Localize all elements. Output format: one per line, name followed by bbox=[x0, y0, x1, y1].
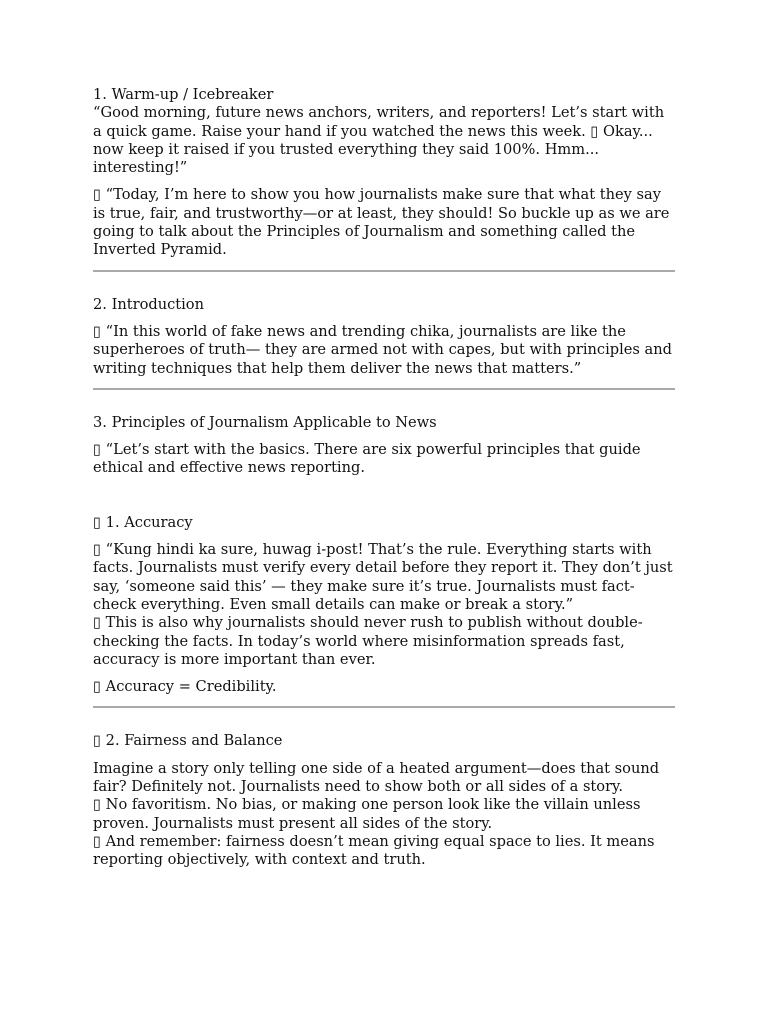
accuracy-paragraph-1: ▯ “Kung hindi ka sure, huwag i-post! That’s the rule. Everything starts with facts. Journalists must verify every detail before they report it. They don’t just say, ‘someone said this’ — they make sure it’s true. Journalists must fact-check everything. Even small details can make or break a story.” bbox=[93, 541, 673, 613]
accuracy-paragraph-2: ▯ This is also why journalists should never rush to publish without double-checking the facts. In today’s world where misinformation spreads fast, accuracy is more important than ever. bbox=[93, 614, 643, 668]
accuracy-paragraph-3: ▯ Accuracy = Credibility. bbox=[93, 678, 277, 696]
section-divider bbox=[93, 270, 675, 272]
section-heading-warmup: 1. Warm-up / Icebreaker bbox=[93, 86, 274, 103]
section-divider bbox=[93, 388, 675, 390]
fairness-paragraph-3: ▯ And remember: fairness doesn’t mean giving equal space to lies. It means reporting objectively, with context and truth. bbox=[93, 832, 655, 869]
introduction-paragraph-1: ▯ “In this world of fake news and trending chika, journalists are like the superheroes of truth— they are armed not with capes, but with principles and writing techniques that help them deliver the news that matters.” bbox=[93, 322, 672, 377]
fairness-paragraph-2: ▯ No favoritism. No bias, or making one person look like the villain unless proven. Journalists must present all sides of the story. bbox=[93, 796, 641, 832]
warmup-paragraph-2: ▯ “Today, I’m here to show you how journalists make sure that what they say is true, fair, and trustworthy—or at least, they should! So buckle up as we are going to talk about the Principles of Journalism and something called the Inverted Pyramid. bbox=[93, 186, 670, 259]
section-heading-introduction: 2. Introduction bbox=[93, 295, 204, 313]
section-divider bbox=[93, 706, 675, 708]
warmup-paragraph-1: “Good morning, future news anchors, writers, and reporters! Let’s start with a quick game. Raise your hand if you watched the news this week. ▯ Okay... now keep it raised if you trusted everything they said 100%. Hmm... interesting!” bbox=[93, 104, 665, 177]
principles-paragraph-1: ▯ “Let’s start with the basics. There are six powerful principles that guide ethical and effective news reporting. bbox=[93, 441, 641, 477]
subsection-heading-fairness: ▯ 2. Fairness and Balance bbox=[93, 732, 283, 750]
subsection-heading-accuracy: ▯ 1. Accuracy bbox=[93, 513, 193, 531]
section-heading-principles: 3. Principles of Journalism Applicable to News bbox=[93, 413, 437, 431]
document-page bbox=[93, 86, 677, 870]
fairness-paragraph-1: Imagine a story only telling one side of a heated argument—does that sound fair? Definitely not. Journalists need to show both or all sides of a story. bbox=[93, 759, 660, 796]
